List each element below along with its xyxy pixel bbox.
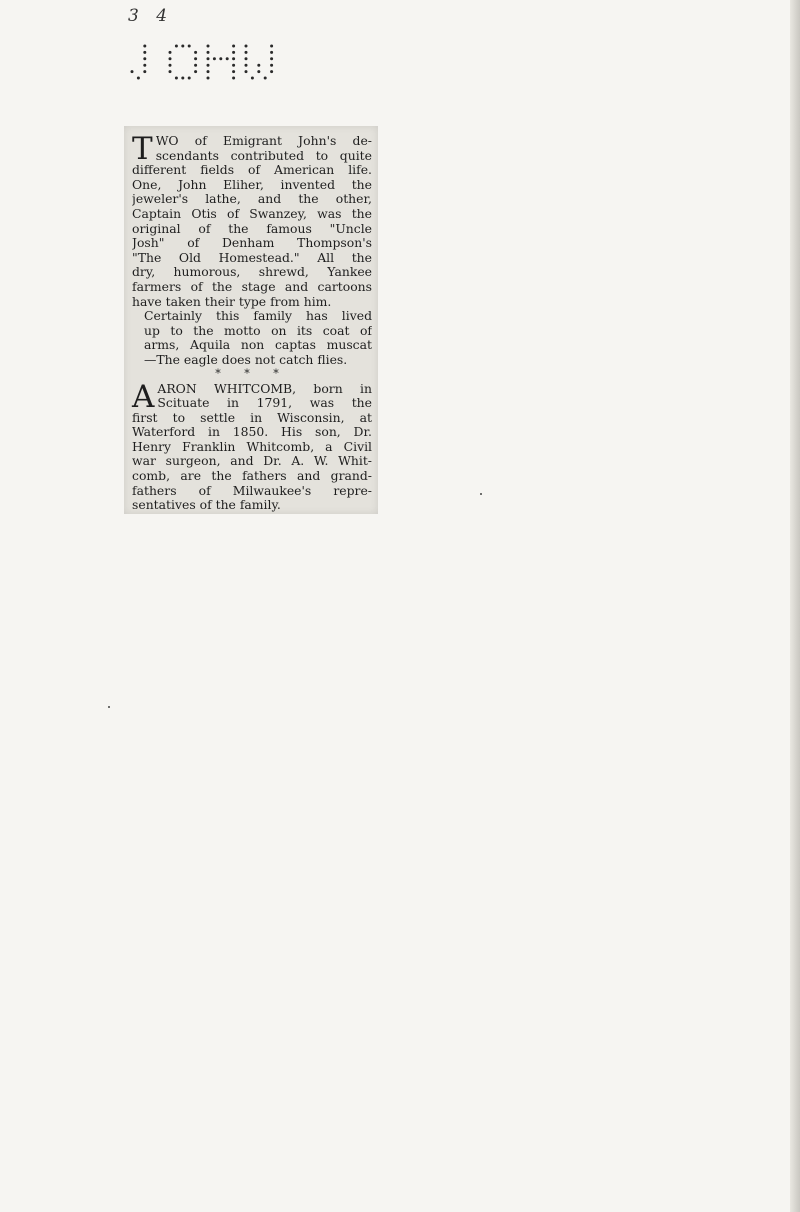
perforation-dot xyxy=(257,64,260,67)
perforation-dot xyxy=(245,64,248,67)
text-line: first to settle in Wisconsin, at xyxy=(132,410,372,425)
newspaper-clipping xyxy=(124,126,378,514)
text-line: Waterford in 1850. His son, Dr. xyxy=(132,425,372,440)
text-line: original of the famous "Uncle xyxy=(132,221,372,236)
text-line: Henry Franklin Whitcomb, a Civil xyxy=(132,439,372,454)
perforation-dot xyxy=(245,70,248,73)
perforation-dot xyxy=(194,57,197,60)
text-line: "The Old Homestead." All the xyxy=(132,250,372,265)
perforation-dot xyxy=(143,51,146,54)
perforation-dot xyxy=(232,64,235,67)
perforation-dot xyxy=(270,57,273,60)
text-line: farmers of the stage and cartoons xyxy=(132,279,372,294)
text-line: jeweler's lathe, and the other, xyxy=(132,192,372,207)
paragraph-family-motto xyxy=(132,309,372,367)
perforation-dot xyxy=(257,70,260,73)
stray-mark xyxy=(480,493,482,495)
paragraph-aaron-whitcomb xyxy=(132,378,372,513)
perforation-dot xyxy=(194,51,197,54)
perforation-dot xyxy=(226,57,229,60)
text-line: Captain Otis of Swanzey, was the xyxy=(132,206,372,221)
perforation-dot xyxy=(270,64,273,67)
perforation-dot xyxy=(270,70,273,73)
perforation-dot xyxy=(175,77,178,80)
perforation-dot xyxy=(143,70,146,73)
perforation-dot xyxy=(232,57,235,60)
perforation-dot xyxy=(251,77,254,80)
perforation-dot xyxy=(245,57,248,60)
text-line: scendants contributed to quite xyxy=(155,148,372,163)
text-line: Certainly this family has lived xyxy=(144,309,372,324)
perforation-dot xyxy=(169,57,172,60)
perforation-dot xyxy=(188,45,191,48)
text-line: fathers of Milwaukee's repre- xyxy=(132,483,372,498)
perforation-dot xyxy=(143,45,146,48)
text-line: ARON WHITCOMB, born in xyxy=(157,381,372,396)
perforation-dot xyxy=(181,77,184,80)
perforation-dot xyxy=(219,57,222,60)
perforation-dot xyxy=(137,77,140,80)
dropcap-t: T xyxy=(132,131,153,167)
text-line: —The eagle does not catch flies. xyxy=(144,352,348,367)
text-line: different fields of American life. xyxy=(132,163,372,178)
perforation-dot xyxy=(194,70,197,73)
perforation-dot xyxy=(207,57,210,60)
text-line: dry, humorous, shrewd, Yankee xyxy=(132,265,372,280)
text-line: Scituate in 1791, was the xyxy=(157,396,372,411)
perforation-dot xyxy=(207,77,210,80)
text-line: WO of Emigrant John's de- xyxy=(155,134,372,148)
perforation-dot xyxy=(169,70,172,73)
perforation-dot xyxy=(264,77,267,80)
perforation-dot xyxy=(169,51,172,54)
dropcap-a: A xyxy=(132,378,155,415)
text-line: up to the motto on its coat of xyxy=(144,323,372,338)
perforation-dot xyxy=(232,70,235,73)
perforation-dot xyxy=(181,45,184,48)
perforation-dot xyxy=(169,64,172,67)
perforation-dot xyxy=(213,57,216,60)
perforation-dot xyxy=(232,45,235,48)
handwritten-page-mark: 3 4 xyxy=(128,6,174,26)
perforation-dot xyxy=(207,45,210,48)
perforation-dot xyxy=(143,57,146,60)
text-line: sentatives of the family. xyxy=(132,498,281,513)
stray-mark xyxy=(108,706,110,708)
text-line: have taken their type from him. xyxy=(132,294,332,309)
perforation-dot xyxy=(245,45,248,48)
perforation-dot xyxy=(207,70,210,73)
perforation-dot xyxy=(245,51,248,54)
section-separator: * * * xyxy=(215,366,289,380)
perforation-dot xyxy=(232,51,235,54)
perforation-dot xyxy=(270,51,273,54)
perforation-dot xyxy=(207,64,210,67)
clipping-text xyxy=(132,131,372,513)
text-line: war surgeon, and Dr. A. W. Whit- xyxy=(132,454,372,469)
perforation-dot xyxy=(194,64,197,67)
paragraph-emigrant-john xyxy=(132,131,372,309)
perforation-dot xyxy=(188,77,191,80)
text-line: Josh" of Denham Thompson's xyxy=(132,236,372,251)
perforation-dot xyxy=(143,64,146,67)
perforated-stamp-logo xyxy=(128,40,278,86)
text-line: arms, Aquila non captas muscat xyxy=(144,338,372,353)
perforation-dot xyxy=(207,51,210,54)
scan-edge-shadow xyxy=(790,0,800,1212)
perforation-dot xyxy=(232,77,235,80)
text-line: comb, are the fathers and grand- xyxy=(132,469,372,484)
text-line: One, John Eliher, invented the xyxy=(132,177,372,192)
perforation-dot xyxy=(131,70,134,73)
perforation-dot xyxy=(175,45,178,48)
perforation-dot xyxy=(270,45,273,48)
